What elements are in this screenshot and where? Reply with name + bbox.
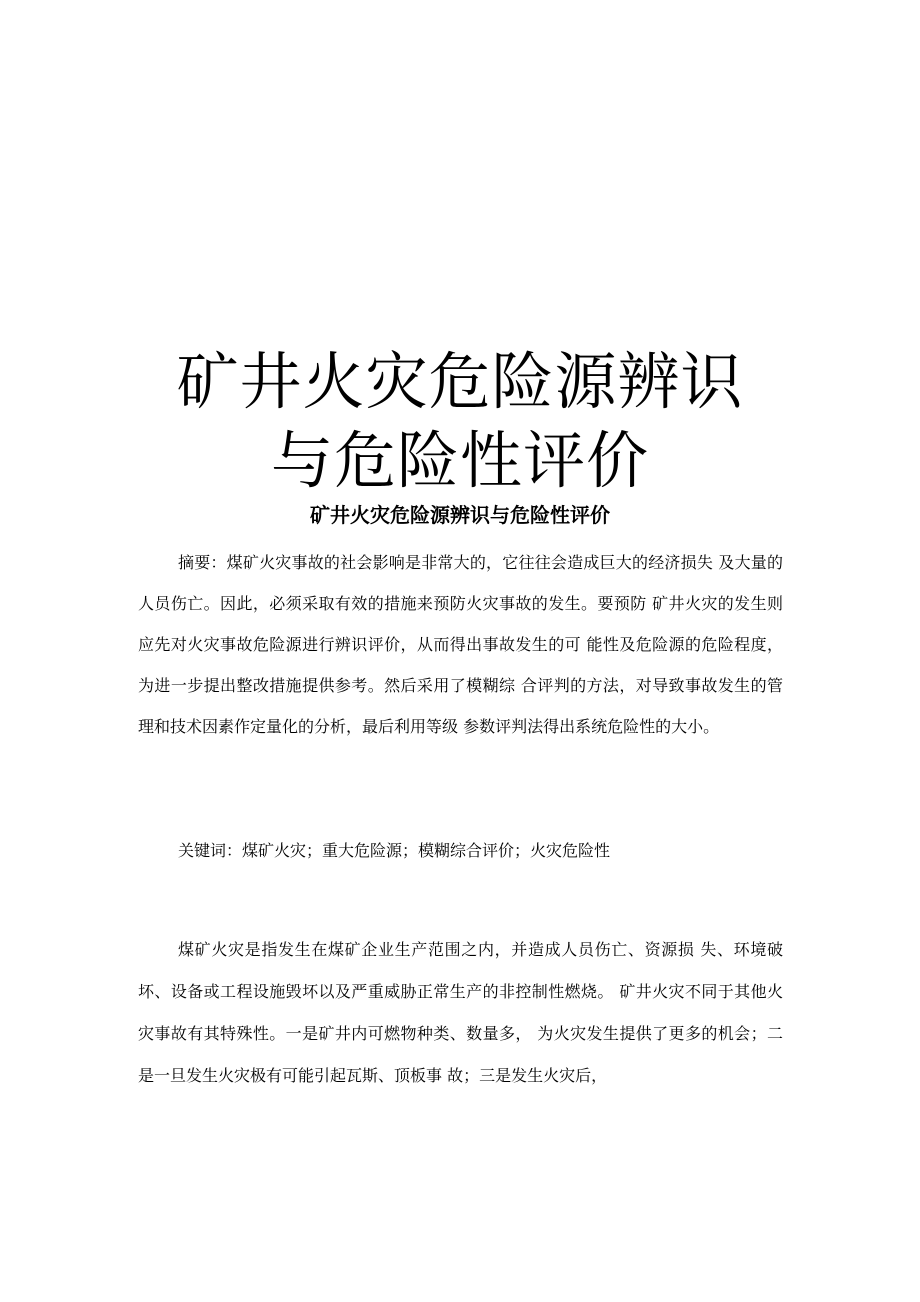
document-subtitle: 矿井火灾危险源辨识与危险性评价 (310, 503, 610, 527)
document-title-line-2: 与危险性评价 (270, 424, 649, 497)
document-title-line-1: 矿井火灾危险源辨识 (176, 345, 744, 418)
abstract-paragraph: 摘要：煤矿火灾事故的社会影响是非常大的，它往往会造成巨大的经济损失 及大量的人员伤亡。因此，必须采取有效的措施来预防火灾事故的发生。要预防 矿井火灾的发生则应先对火灾事故危险源进行辨识评价，从而得出事故发生的可 能性及危险源的危险程度，为进一步提出整改措施提供参考。然后采用了模糊综 合评判的方法，对导致事故发生的管理和技术因素作定量化的分析，最后利用等级 参数评判法得出系统危险性的大小。 (138, 553, 783, 736)
body-paragraph: 煤矿火灾是指发生在煤矿企业生产范围之内，并造成人员伤亡、资源损 失、环境破坏、设备或工程设施毁坏以及严重威胁正常生产的非控制性燃烧。 矿井火灾不同于其他火灾事故有其特殊性。一是矿井内可燃物种类、数量多， 为火灾发生提供了更多的机会；二是一旦发生火灾极有可能引起瓦斯、顶板事 故；三是发生火灾后， (138, 940, 783, 1085)
keywords-paragraph: 关键词：煤矿火灾；重大危险源；模糊综合评价；火灾危险性 (178, 841, 611, 860)
